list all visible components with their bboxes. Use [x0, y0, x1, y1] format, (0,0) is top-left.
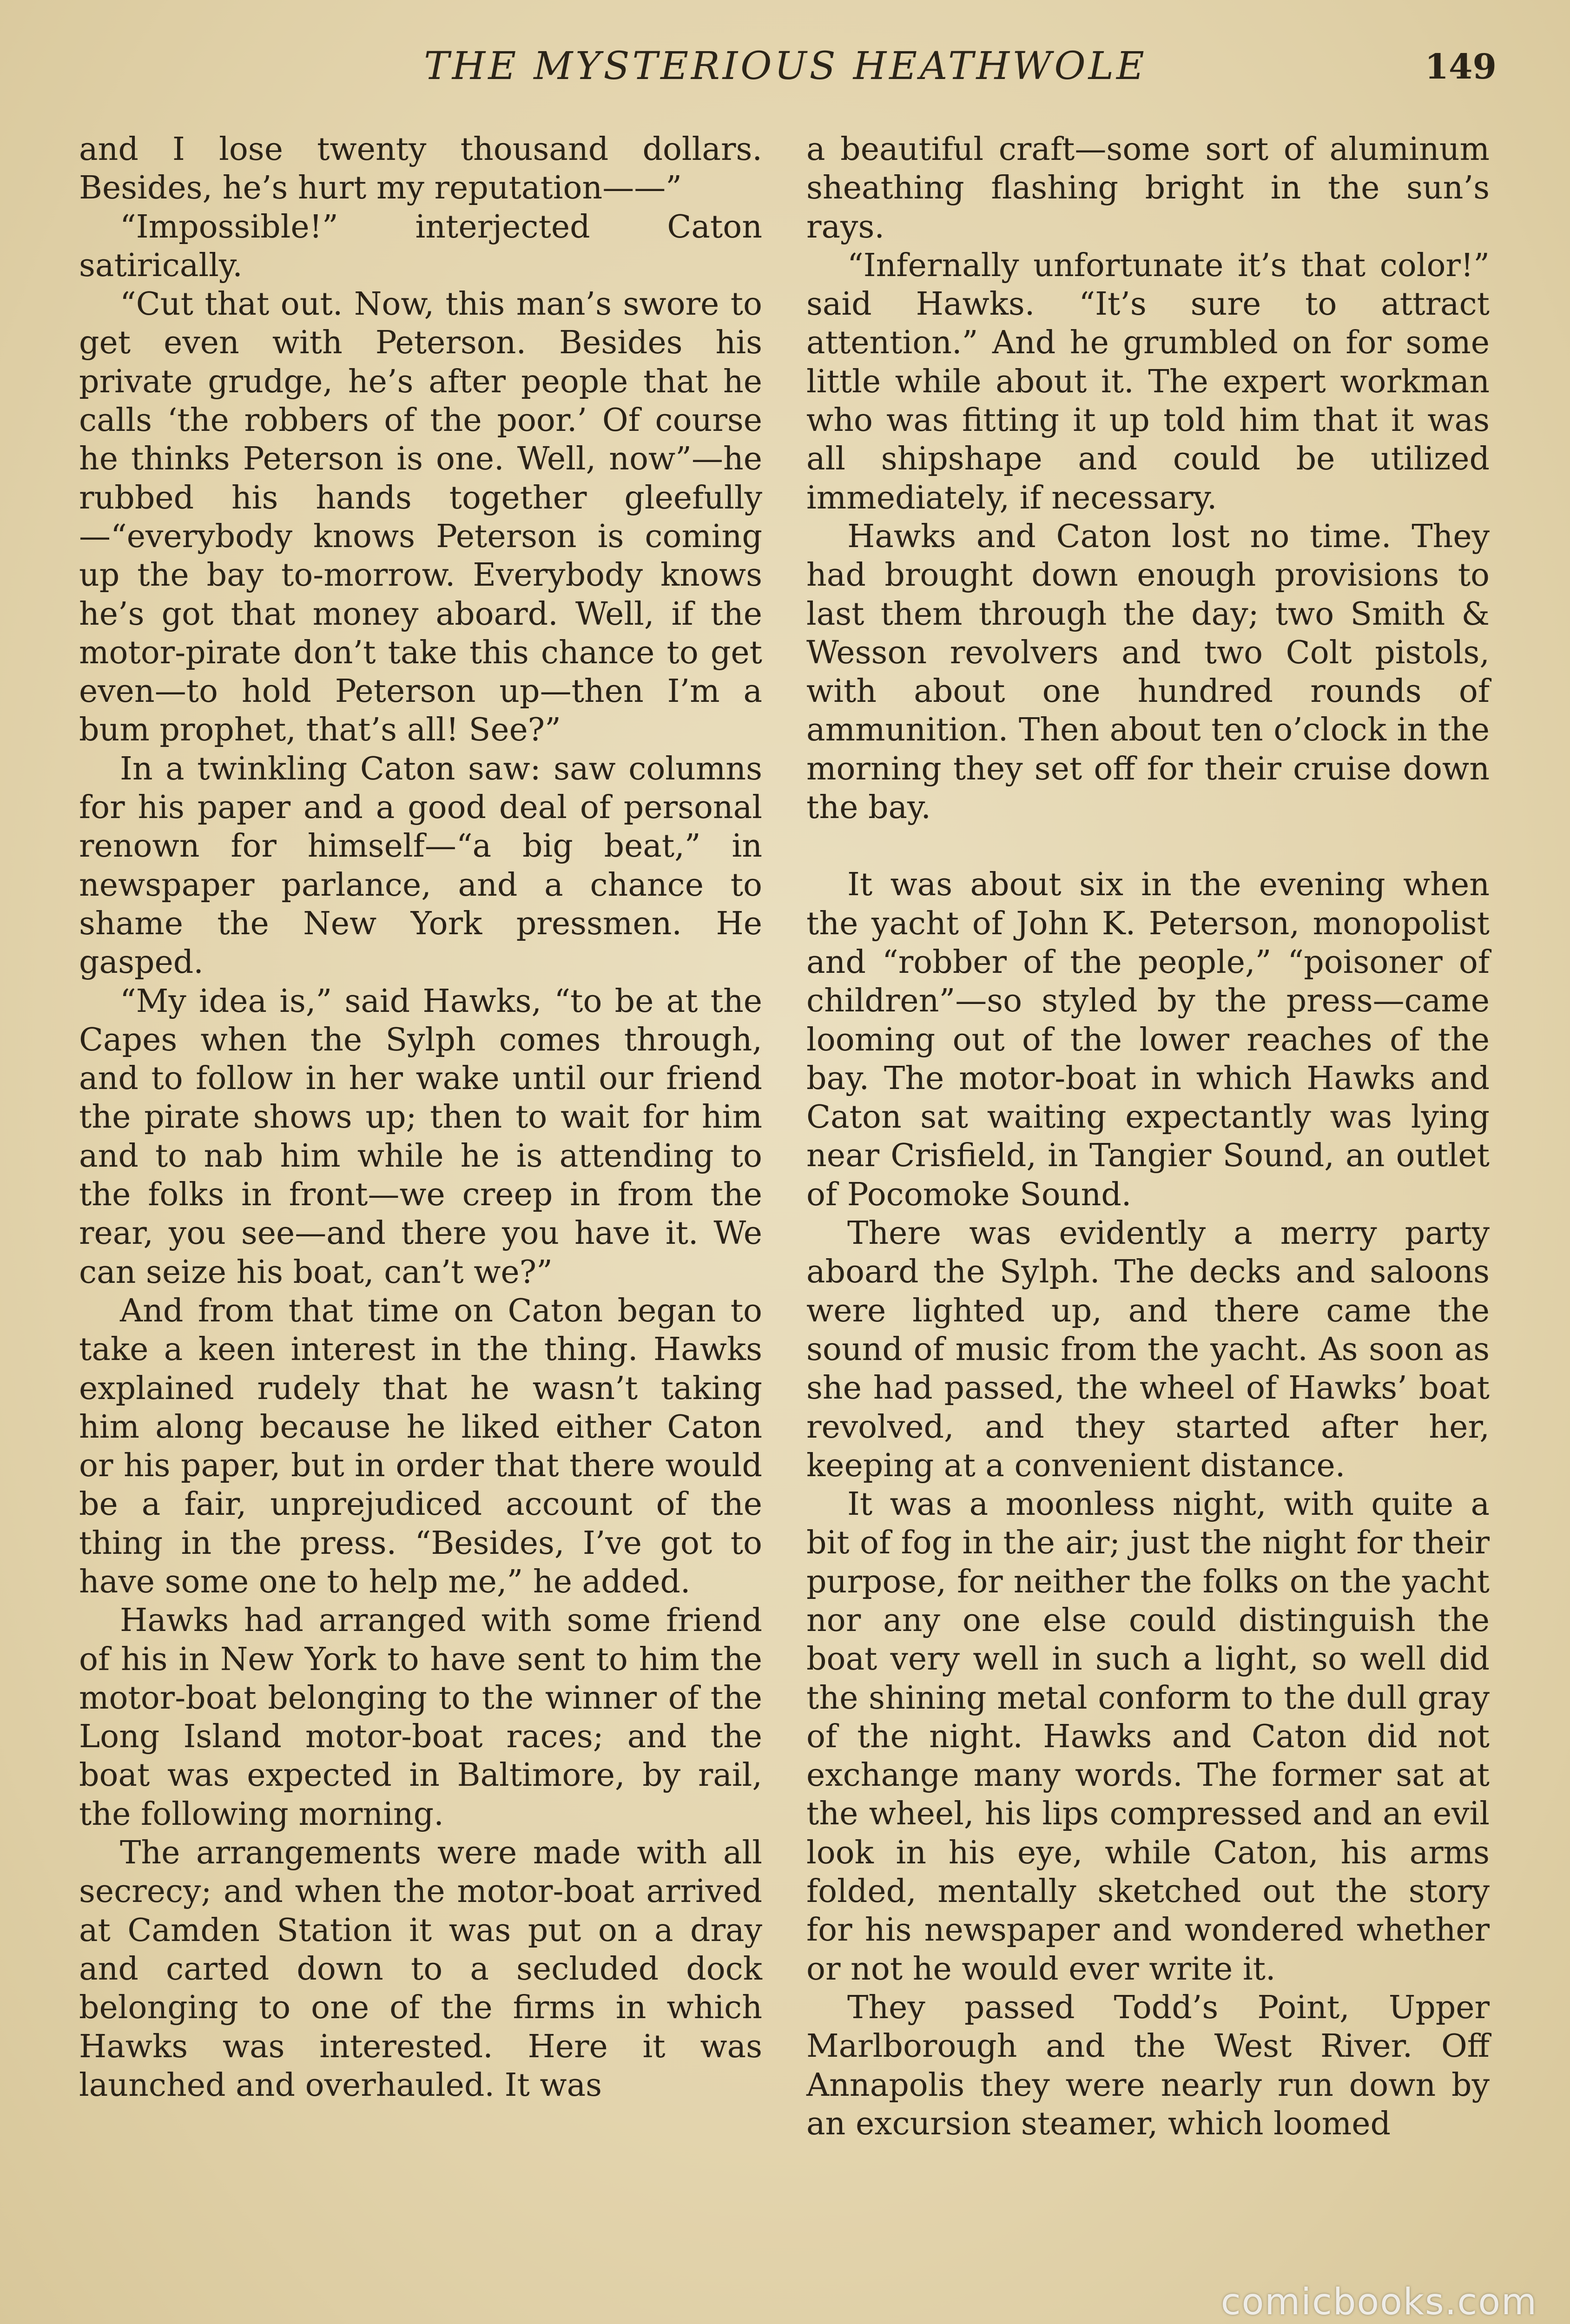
left-column: [79, 130, 762, 2105]
paragraph: “Impossible!” interjected Caton satirically.: [79, 208, 762, 284]
paragraph: “Cut that out. Now, this man’s swore to get even with Peterson. Besides his private grudge, he’s after people that he calls ‘the robbers of the poor.’ Of course he thinks Peterson is one. Well, now”—he rubbed his hands together gleefully—“everybody knows Peterson is coming up the bay to-morrow. Everybody knows he’s got that money aboard. Well, if the motor-pirate don’t take this chance to get even—to hold Peterson up—then I’m a bum prophet, that’s all! See?”: [79, 286, 762, 749]
paragraph: “My idea is,” said Hawks, “to be at the Capes when the Sylph comes through, and to follow in her wake until our friend the pirate shows up; then to wait for him and to nab him while he is attending to the folks in front—we creep in from the rear, you see—and there you have it. We can seize his boat, can’t we?”: [79, 983, 762, 1291]
paragraph: The arrangements were made with all secrecy; and when the motor-boat arrived at Camden Station it was put on a dray and carted down to a secluded dock belonging to one of the firms in which Hawks was interested. Here it was launched and overhauled. It was: [79, 1835, 762, 2104]
paragraph: There was evidently a merry party aboard the Sylph. The decks and saloons were lighted up, and there came the sound of music from the yacht. As soon as she had passed, the wheel of Hawks’ boat revolved, and they started after her, keeping at a convenient distance.: [806, 1215, 1490, 1484]
paragraph: a beautiful craft—some sort of aluminum sheathing flashing bright in the sun’s rays.: [806, 131, 1490, 245]
watermark: comicbooks.com: [1220, 2281, 1537, 2323]
paragraph: In a twinkling Caton saw: saw columns for his paper and a good deal of personal renown for himself—“a big beat,” in newspaper parlance, and a chance to shame the New York pressmen. He gasped.: [79, 750, 762, 981]
page-header: [74, 44, 1497, 105]
paragraph: and I lose twenty thousand dollars. Besides, he’s hurt my reputation——”: [79, 131, 762, 207]
running-head: THE MYSTERIOUS HEATHWOLE: [424, 44, 1147, 88]
paragraph: Hawks and Caton lost no time. They had brought down enough provisions to last them through the day; two Smith & Wesson revolvers and two Colt pistols, with about one hundred rounds of ammunition. Then about ten o’clock in the morning they set off for their cruise down the bay.: [806, 518, 1490, 826]
paragraph: It was a moonless night, with quite a bit of fog in the air; just the night for their purpose, for neither the folks on the yacht nor any one else could distinguish the boat very well in such a light, so well did the shining metal conform to the dull gray of the night. Hawks and Caton did not exchange many words. The former sat at the wheel, his lips compressed and an evil look in his eye, while Caton, his arms folded, mentally sketched out the story for his newspaper and wondered whether or not he would ever write it.: [806, 1486, 1490, 1987]
page-number: 149: [1425, 47, 1497, 87]
right-column: [806, 130, 1490, 2143]
paragraph: And from that time on Caton began to take a keen interest in the thing. Hawks explained rudely that he wasn’t taking him along because he liked either Caton or his paper, but in order that there would be a fair, unprejudiced account of the thing in the press. “Besides, I’ve got to have some one to help me,” he added.: [79, 1292, 762, 1600]
paragraph: Hawks had arranged with some friend of his in New York to have sent to him the motor-boat belonging to the winner of the Long Island motor-boat races; and the boat was expected in Baltimore, by rail, the following morning.: [79, 1602, 762, 1833]
paragraph: It was about six in the evening when the yacht of John K. Peterson, monopolist and “robber of the people,” “poisoner of children”—so styled by the press—came looming out of the lower reaches of the bay. The motor-boat in which Hawks and Caton sat waiting expectantly was lying near Crisfield, in Tangier Sound, an outlet of Pocomoke Sound.: [806, 866, 1490, 1213]
paragraph: They passed Todd’s Point, Upper Marlborough and the West River. Off Annapolis they were nearly run down by an excursion steamer, which loomed: [806, 1989, 1490, 2142]
paragraph: “Infernally unfortunate it’s that color!” said Hawks. “It’s sure to attract attention.” And he grumbled on for some little while about it. The expert workman who was fitting it up told him that it was all shipshape and could be utilized immediately, if necessary.: [806, 247, 1490, 516]
